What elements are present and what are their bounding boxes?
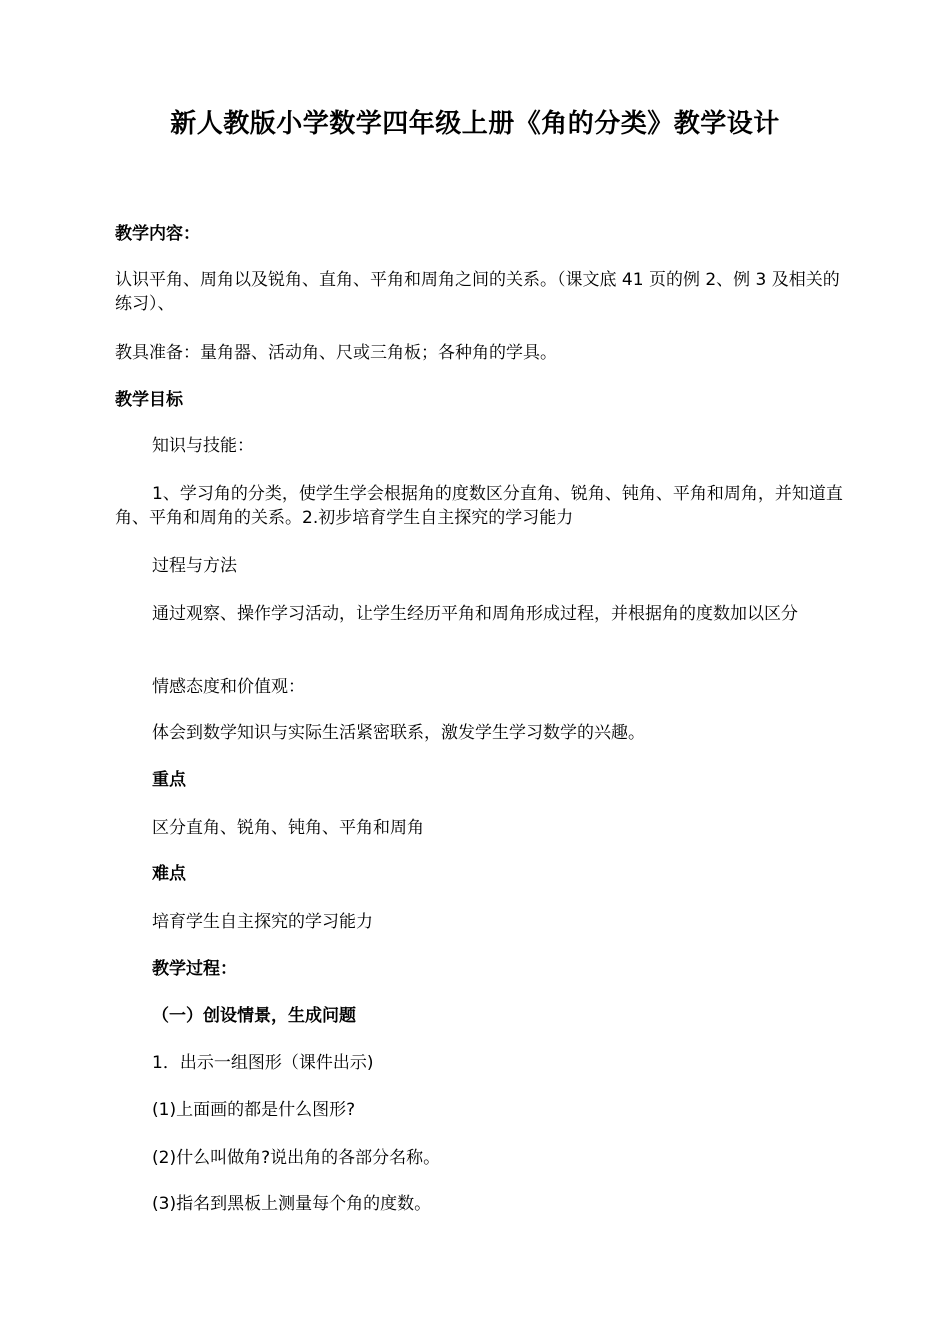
paragraph-key-point: 区分直角、锐角、钝角、平角和周角 (152, 818, 424, 838)
paragraph-attitude: 体会到数学知识与实际生活紧密联系，激发学生学习数学的兴趣。 (152, 723, 645, 743)
heading-teaching-content: 教学内容： (115, 224, 200, 244)
subheading-attitude: 情感态度和价值观： (152, 677, 305, 697)
heading-teaching-process: 教学过程： (152, 959, 237, 979)
heading-section-one: （一）创设情景，生成问题 (152, 1006, 356, 1026)
paragraph-process: 通过观察、操作学习活动，让学生经历平角和周角形成过程，并根据角的度数加以区分 (152, 604, 798, 624)
list-item-1-1: (1)上面画的都是什么图形? (152, 1100, 356, 1120)
list-item-1: 1．出示一组图形（课件出示) (152, 1053, 374, 1073)
paragraph-knowledge: 1、学习角的分类，使学生学会根据角的度数区分直角、锐角、钝角、平角和周角，并知道直角、平角和周角的关系。2.初步培育学生自主探究的学习能力 (115, 484, 843, 528)
list-item-1-3: (3)指名到黑板上测量每个角的度数。 (152, 1194, 432, 1214)
heading-teaching-goals: 教学目标 (115, 390, 183, 410)
document-title: 新人教版小学数学四年级上册《角的分类》教学设计 (170, 109, 780, 139)
heading-difficulty: 难点 (152, 864, 186, 884)
paragraph-content: 认识平角、周角以及锐角、直角、平角和周角之间的关系。（课文底 41 页的例 2、例 3 及相关的练习）、 (115, 270, 840, 314)
list-item-1-2: (2)什么叫做角?说出角的各部分名称。 (152, 1148, 441, 1168)
paragraph-tools: 教具准备：量角器、活动角、尺或三角板；各种角的学具。 (115, 343, 557, 363)
subheading-process: 过程与方法 (152, 556, 237, 576)
heading-key-point: 重点 (152, 770, 186, 790)
paragraph-difficulty: 培育学生自主探究的学习能力 (152, 912, 373, 932)
subheading-knowledge: 知识与技能： (152, 436, 254, 456)
